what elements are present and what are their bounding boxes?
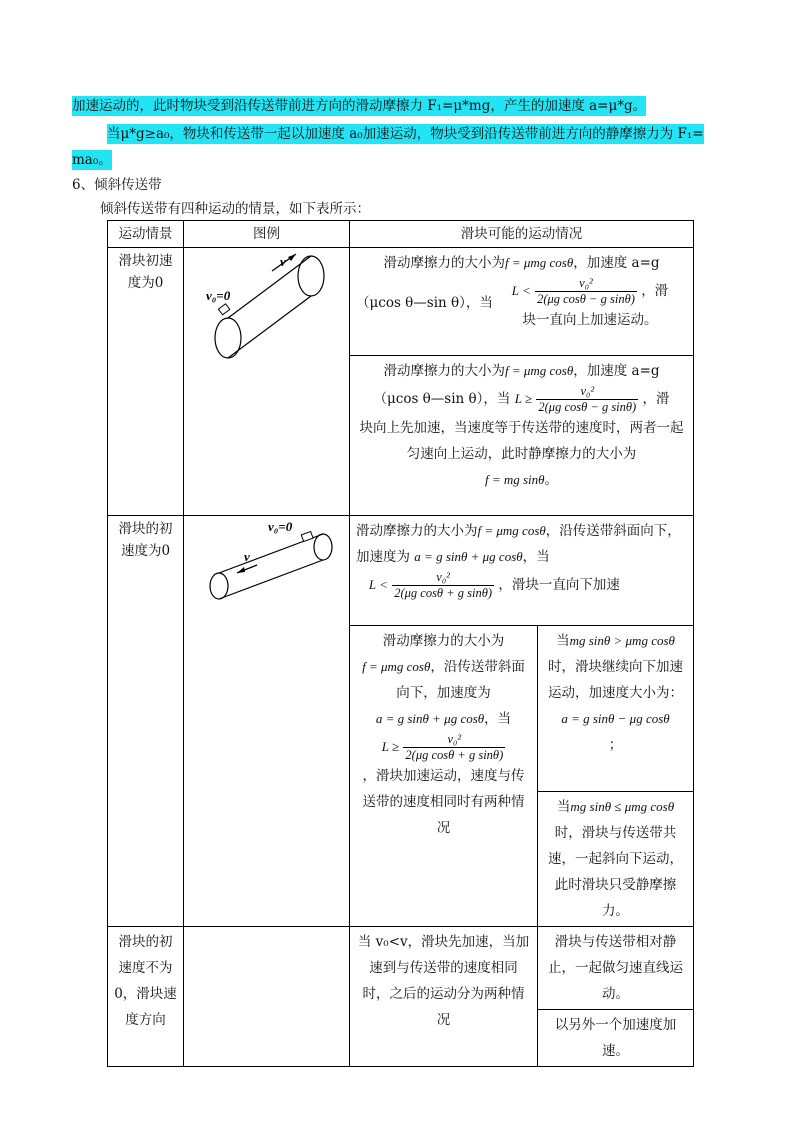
intro-line-2: 当μ*g≥a₀，物块和传送带一起以加速度 a₀加速运动，物块受到沿传送带前进方向的静摩擦力为 F₁= xyxy=(107,126,704,142)
figure-1 xyxy=(184,248,350,516)
velocity-label-2: v xyxy=(244,549,250,564)
case-2a: 滑动摩擦力的大小为f = μmg cosθ，沿传送带斜面向下，加速度为 a = g sinθ + μg cosθ，当 L < $\frac{\text{v₀²}}{\text{2(μg cosθ + g sinθ)}}$ ，滑块一直向下加速 xyxy=(350,516,694,626)
header-motion: 滑块可能的运动情况 xyxy=(350,221,694,248)
figure-3 xyxy=(184,927,350,1067)
downward-belt-diagram xyxy=(184,516,348,606)
scenario-3: 滑块的初速度不为0，滑块速度方向 xyxy=(108,927,184,1067)
figure-2 xyxy=(184,516,350,927)
inclined-conveyor-table xyxy=(107,220,694,1067)
section-heading: 6、倾斜传送带 xyxy=(72,177,162,193)
initial-velocity-label: v₀=0 xyxy=(206,288,231,303)
initial-velocity-label-2: v₀=0 xyxy=(268,519,293,534)
case-1a: 滑动摩擦力的大小为f = μmg cosθ，加速度 a=g （μcos θ—sin θ），当 L < $\frac{\text{v₀²}}{\text{2(μg cosθ − g sinθ)}}$ ，滑 块一直向上加速运动。 xyxy=(350,248,694,356)
scenario-2: 滑块的初速度为0 xyxy=(108,516,184,927)
case-3-sub-1: 滑块与传送带相对静止，一起做匀速直线运动。 xyxy=(538,927,694,1010)
intro-line-3: ma₀。 xyxy=(72,152,112,168)
case-3-sub-2: 以另外一个加速度加速。 xyxy=(538,1010,694,1067)
header-figure: 图例 xyxy=(184,221,350,248)
scenario-1: 滑块初速度为0 xyxy=(108,248,184,516)
upward-belt-diagram xyxy=(184,248,348,368)
case-2b-sub-2: 当mg sinθ ≤ μmg cosθ 时，滑块与传送带共速，一起斜向下运动，此时滑块只受静摩擦力。 xyxy=(538,792,694,927)
case-3: 当 v₀<v，滑块先加速，当加速到与传送带的速度相同时，之后的运动分为两种情况 xyxy=(350,927,538,1067)
section-lead: 倾斜传送带有四种运动的情景，如下表所示： xyxy=(100,201,370,217)
case-2b: 滑动摩擦力的大小为 f = μmg cosθ，沿传送带斜面向下，加速度为 a = g sinθ + μg cosθ，当 L ≥ $\frac{\text{v₀²}}{\text{2(μg cosθ + g sinθ)}}$ ，滑块加速运动，速度与传送带的速度相同时有两种情况 xyxy=(350,626,538,927)
case-1b: 滑动摩擦力的大小为f = μmg cosθ，加速度 a=g （μcos θ—sin θ），当 L ≥ $\frac{\text{v₀²}}{\text{2(μg cosθ − g sinθ)}}$ ，滑 块向上先加速，当速度等于传送带的速度时，两者一起匀速向上运动，此时静摩擦力的大小为 f = mg sinθ。 xyxy=(350,356,694,516)
velocity-label: v xyxy=(280,254,286,269)
case-2b-sub-1: 当mg sinθ > μmg cosθ 时，滑块继续向下加速运动，加速度大小为： a = g sinθ − μg cosθ ； xyxy=(538,626,694,792)
intro-line-1: 加速运动的，此时物块受到沿传送带前进方向的滑动摩擦力 F₁=μ*mg，产生的加速度 a=μ*g。 xyxy=(72,98,647,114)
header-scenario: 运动情景 xyxy=(108,221,184,248)
